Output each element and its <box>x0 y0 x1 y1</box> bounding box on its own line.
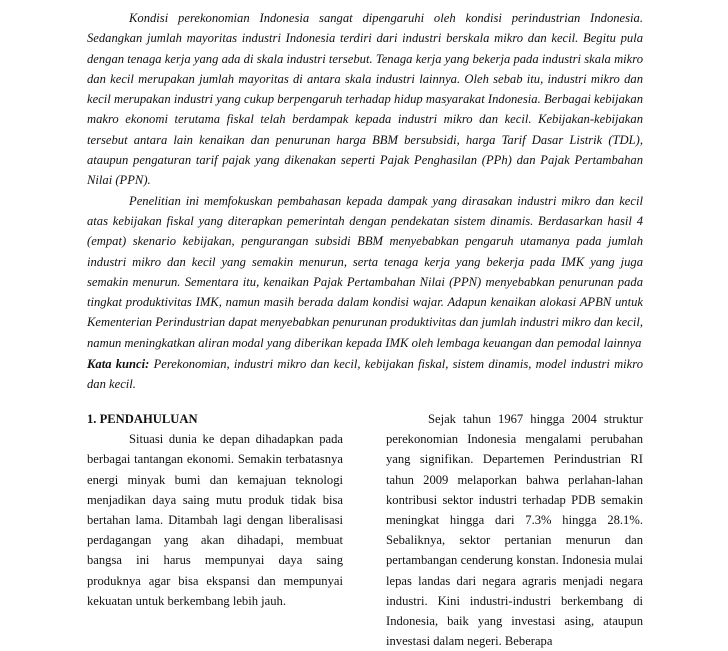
keywords-label: Kata kunci: <box>87 357 150 371</box>
section-heading: 1. PENDAHULUAN <box>87 412 198 426</box>
left-column <box>87 409 343 611</box>
body-paragraph: Sejak tahun 1967 hingga 2004 struktur perekonomian Indonesia mengalami perubahan yang signifikan. Departemen Perindustrian RI tahun 2009 melaporkan bahwa perlahan-lahan kontribusi sektor industri terhadap PDB semakin meningkat hingga dari 7.3% hingga 28.1%. Sebaliknya, sektor pertanian menurun dan pertambangan cenderung konstan. Indonesia mulai lepas landas dari negara agraris menjadi negara industri. Kini industri-industri berkembang di Indonesia, baik yang investasi asing, ataupun investasi dalam negeri. Beberapa <box>386 412 643 649</box>
abstract-paragraph: Penelitian ini memfokuskan pembahasan kepada dampak yang dirasakan industri mikro dan kecil atas kebijakan fiskal yang diterapkan pemerintah dengan pendekatan sistem dinamis. Berdasarkan hasil 4 (empat) skenario kebijakan, pengurangan subsidi BBM menyebabkan pengaruh utamanya pada jumlah industri mikro dan kecil yang semakin menurun, serta tenaga kerja yang bekerja pada IMK yang juga semakin menurun. Sementara itu, kenaikan Pajak Pertambahan Nilai (PPN) menyebabkan penurunan pada tingkat produktivitas IMK, namun masih berada dalam kondisi wajar. Adapun kenaikan alokasi APBN untuk Kementerian Perindustrian dapat menyebabkan penurunan produktivitas dan jumlah industri mikro dan kecil, namun meningkatkan aliran modal yang diberikan kepada IMK oleh lembaga keuangan dan pemodal lainnya <box>87 193 643 350</box>
body-paragraph: Situasi dunia ke depan dihadapkan pada berbagai tantangan ekonomi. Semakin terbatasnya energi minyak bumi dan kemajuan teknologi menjadikan daya saing mutu produk tidak bisa bertahan lama. Ditambah lagi dengan liberalisasi perdagangan yang akan dihadapi, membuat bangsa ini harus mempunyai daya saing produknya agar bisa ekspansi dan mempunyai kekuatan untuk berkembang lebih jauh. <box>87 432 343 608</box>
keywords-text: Perekonomian, industri mikro dan kecil, kebijakan fiskal, sistem dinamis, model industri mikro dan kecil. <box>87 357 643 392</box>
abstract-paragraph: Kondisi perekonomian Indonesia sangat dipengaruhi oleh kondisi perindustrian Indonesia. Sedangkan jumlah mayoritas industri Indonesia terdiri dari industri berskala mikro dan kecil. Begitu pula dengan tenaga kerja yang ada di skala industri tersebut. Tenaga kerja yang bekerja pada industri skala mikro dan kecil merupakan jumlah mayoritas di antara skala industri lainnya. Oleh sebab itu, industri mikro dan kecil merupakan industri yang cukup berpengaruh terhadap hidup masyarakat Indonesia. Berbagai kebijakan makro ekonomi terutama fiskal telah berdampak kepada industri mikro dan kecil. Kebijakan-kebijakan tersebut antara lain kenaikan dan penurunan harga BBM bersubsidi, harga Tarif Dasar Listrik (TDL), ataupun pengaturan tarif pajak yang dikenakan seperti Pajak Penghasilan (PPh) dan Pajak Pertambahan Nilai (PPN). <box>87 11 643 188</box>
abstract <box>87 8 643 353</box>
keywords <box>87 354 643 395</box>
right-column <box>386 409 643 651</box>
